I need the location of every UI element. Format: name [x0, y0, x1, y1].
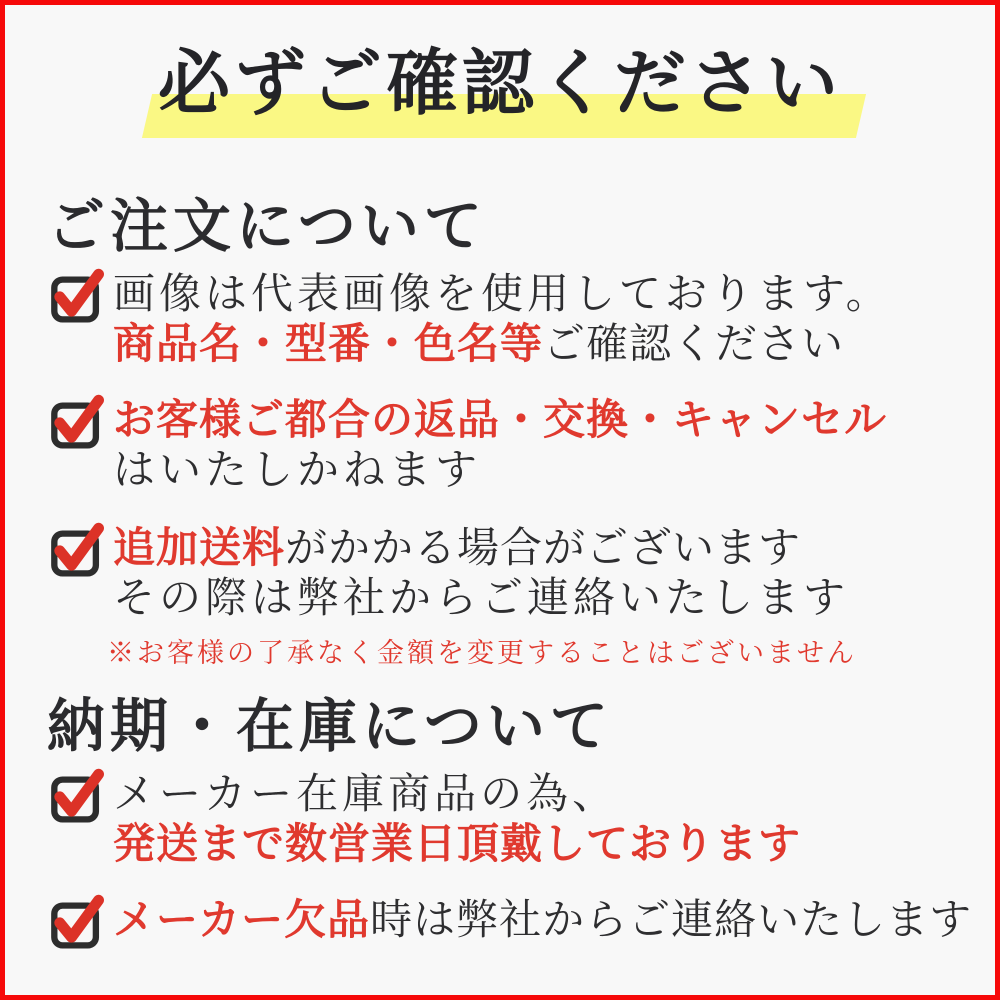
checkbox-checked-icon: [47, 893, 105, 949]
item-text: [107, 523, 857, 671]
item-note: ※お客様の了承なく金額を変更することはございません: [107, 638, 857, 669]
item-line-red-text: 追加送料: [113, 523, 286, 572]
item-text: [113, 395, 887, 495]
checklist-item-extra-shipping: [47, 523, 857, 671]
item-line-red-text: メーカー欠品: [113, 895, 371, 944]
item-line-text: メーカー在庫商品の為、: [113, 769, 619, 818]
item-line-red-text: 商品名・型番・色名等: [113, 319, 544, 368]
item-line: [113, 395, 887, 445]
checkbox-checked-icon: [47, 267, 105, 323]
item-line: [113, 445, 887, 495]
item-line: [113, 269, 892, 319]
section-heading-stock: 納期・在庫について: [47, 692, 613, 760]
item-line: [113, 573, 857, 623]
checklist-item-maker-stock: [47, 769, 801, 869]
item-line-text: はいたしかねます: [113, 445, 482, 494]
checklist-item-returns: [47, 395, 887, 495]
checkbox-checked-icon: [47, 767, 105, 823]
item-line: [113, 319, 892, 369]
item-line-red-text: お客様ご都合の返品・交換・キャンセル: [113, 395, 888, 444]
page-title: 必ずご確認ください: [157, 40, 842, 125]
item-line-text: 画像は代表画像を使用しております。: [113, 269, 892, 318]
item-line-text: 時は弊社からご連絡いたします: [370, 895, 973, 944]
item-line-red-text: 発送まで数営業日頂戴しております: [113, 819, 802, 868]
item-text: [113, 269, 892, 369]
checklist-item-maker-shortage: [47, 895, 972, 949]
checklist-item-representative-image: [47, 269, 892, 369]
checkbox-checked-icon: [47, 393, 105, 449]
item-text: [113, 895, 972, 945]
item-line-text: がかかる場合がございます: [285, 523, 802, 572]
item-text: [113, 769, 801, 869]
item-line: [113, 819, 801, 869]
item-line-text: ご確認ください: [543, 319, 845, 368]
item-line: [113, 523, 857, 573]
item-line: [113, 769, 801, 819]
section-heading-order: ご注文について: [47, 192, 487, 260]
item-line-text: その際は弊社からご連絡いたします: [113, 573, 850, 622]
checkbox-checked-icon: [47, 521, 105, 577]
item-line: [113, 895, 972, 945]
